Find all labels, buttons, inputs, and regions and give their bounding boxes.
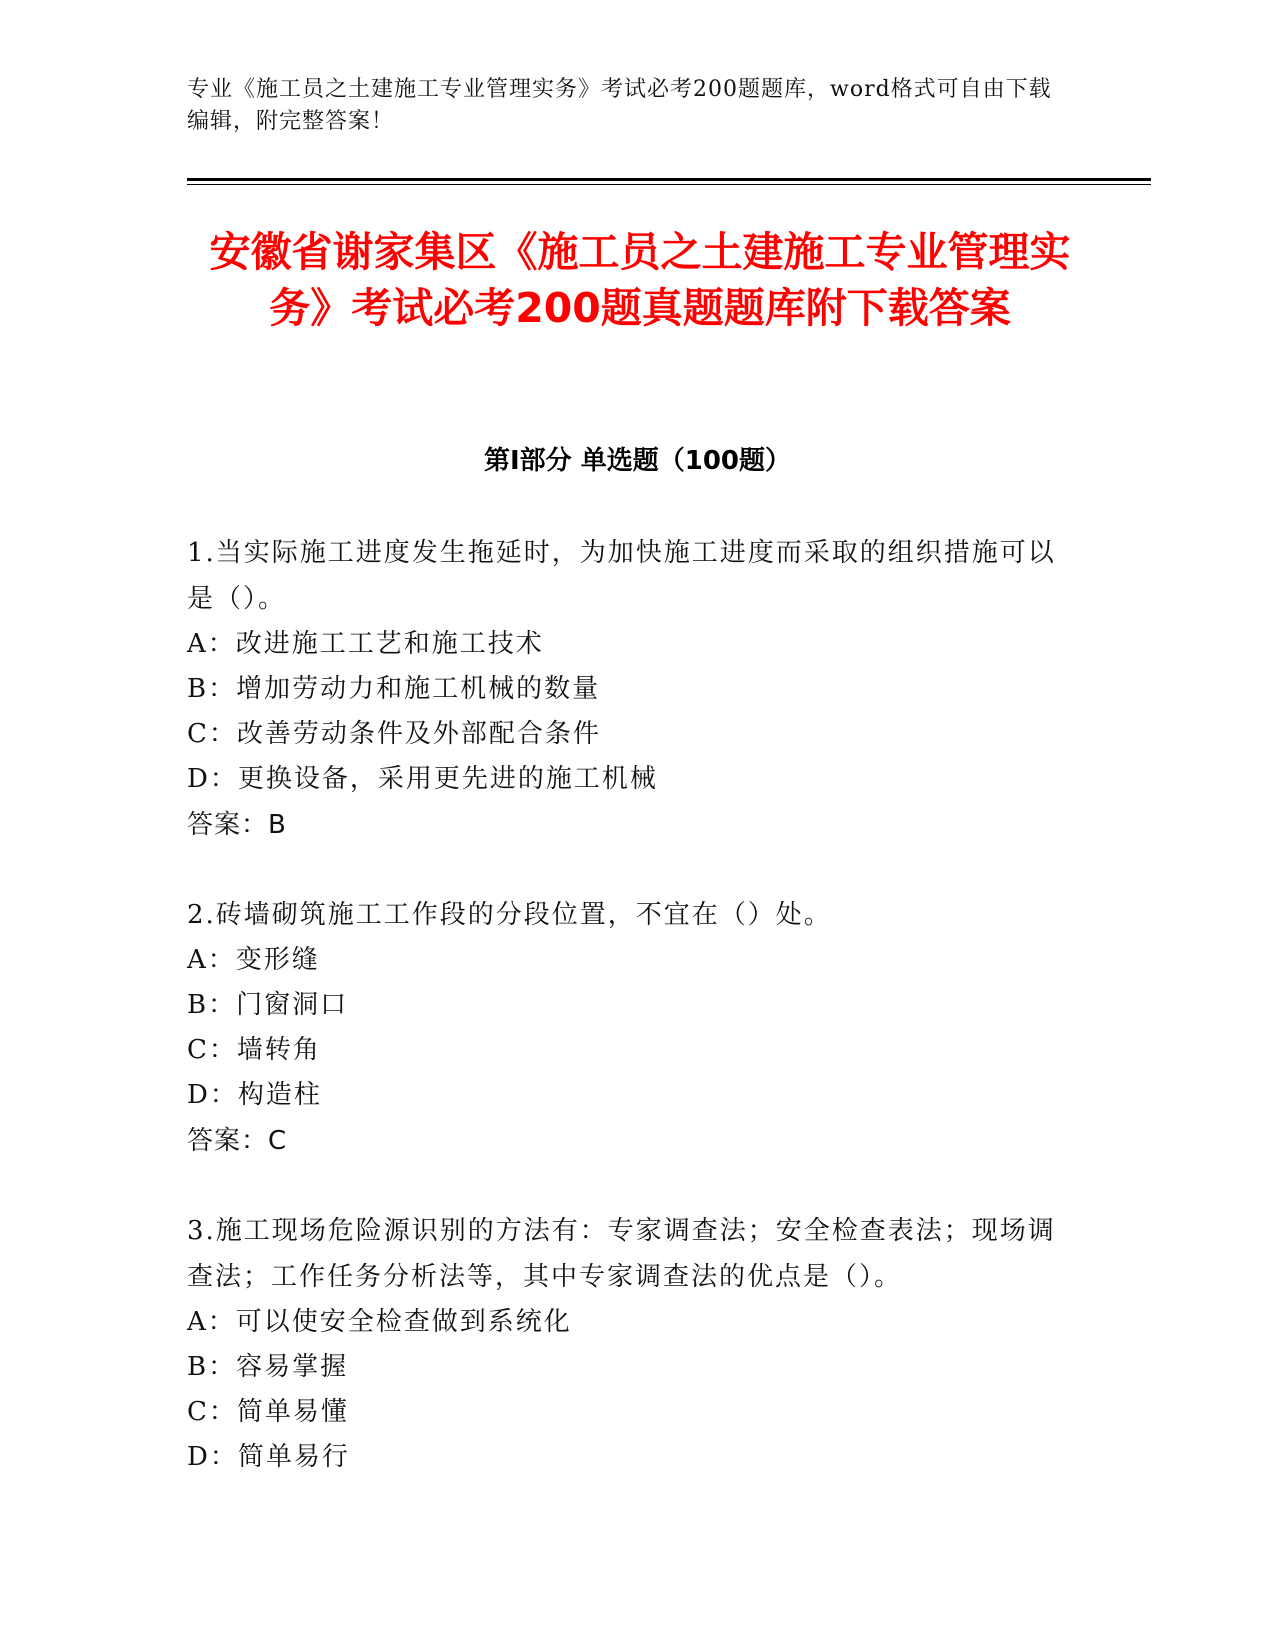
option-a: A：变形缝 [187,945,320,975]
section-heading: 第I部分 单选题（100题） [484,446,791,476]
answer-line: 答案：C [187,1126,288,1156]
question-stem: 3.施工现场危险源识别的方法有：专家调查法；安全检查表法；现场调查法；工作任务分析法等，其中专家调查法的优点是（）。 [187,1216,1056,1292]
question-stem: 1.当实际施工进度发生拖延时，为加快施工进度而采取的组织措施可以是（）。 [187,538,1056,614]
option-d: D：更换设备，采用更先进的施工机械 [187,764,658,794]
question-1 [187,530,1067,848]
question-3 [187,1208,1067,1480]
option-a: A：改进施工工艺和施工技术 [187,629,544,659]
question-list [187,530,1067,1524]
option-a: A：可以使安全检查做到系统化 [187,1307,572,1337]
question-2 [187,892,1067,1164]
option-c: C：改善劳动条件及外部配合条件 [187,719,601,749]
header-rule-thick [187,178,1151,181]
header-note: 专业《施工员之土建施工专业管理实务》考试必考200题题库，word格式可自由下载编辑，附完整答案！ [187,77,1052,134]
answer-line: 答案：B [187,810,287,840]
option-c: C：简单易懂 [187,1397,349,1427]
option-b: B：增加劳动力和施工机械的数量 [187,674,601,704]
option-b: B：门窗洞口 [187,990,349,1020]
option-d: D：构造柱 [187,1080,322,1110]
option-b: B：容易掌握 [187,1352,349,1382]
option-c: C：墙转角 [187,1035,321,1065]
document-title: 安徽省谢家集区《施工员之土建施工专业管理实务》考试必考200题真题题库附下载答案 [209,228,1071,332]
option-d: D：简单易行 [187,1442,350,1472]
question-stem: 2.砖墙砌筑施工工作段的分段位置，不宜在（）处。 [187,900,832,930]
header-rule-thin [187,184,1151,185]
